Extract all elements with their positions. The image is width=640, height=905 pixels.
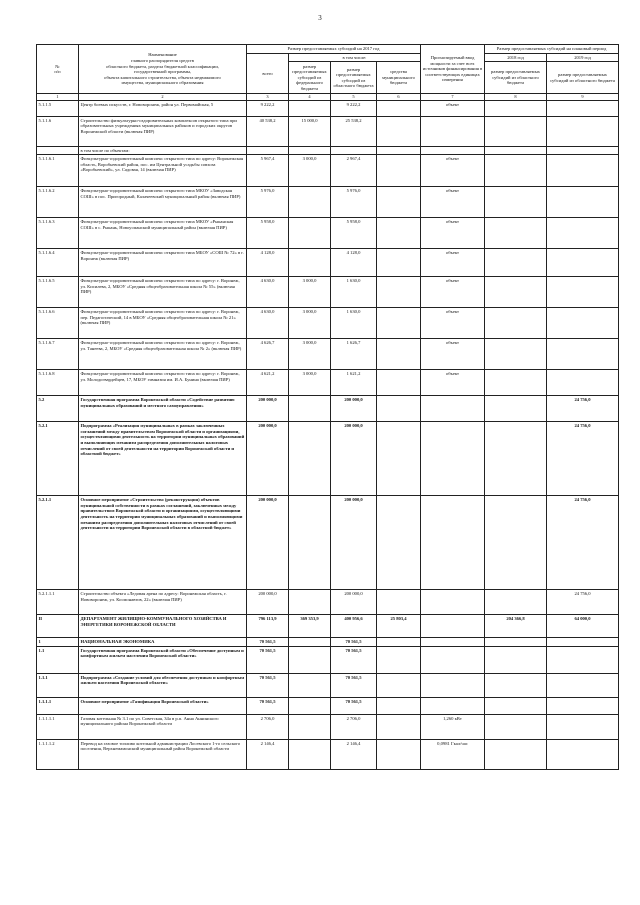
row-regional: 2 146,4 — [331, 739, 377, 769]
row-federal: 3 000,0 — [289, 308, 331, 339]
table-row — [37, 116, 619, 146]
row-capacity: объект — [421, 277, 485, 308]
row-2018 — [485, 249, 547, 277]
row-total: 9 222,2 — [247, 100, 289, 116]
row-municipal — [377, 146, 421, 155]
row-federal — [289, 249, 331, 277]
colnum-8: 8 — [485, 94, 547, 100]
row-2018 — [485, 218, 547, 249]
row-regional: 70 561,5 — [331, 673, 377, 697]
row-number: 5.1.1.6.5 — [37, 277, 79, 308]
row-regional: 1 630,0 — [331, 308, 377, 339]
table-row — [37, 638, 619, 647]
row-municipal — [377, 308, 421, 339]
row-municipal — [377, 590, 421, 615]
row-municipal — [377, 100, 421, 116]
row-regional: 1 621,2 — [331, 370, 377, 396]
row-regional: 70 561,5 — [331, 697, 377, 714]
row-regional: 9 222,2 — [331, 100, 377, 116]
row-federal: 3 000,0 — [289, 370, 331, 396]
row-municipal — [377, 422, 421, 496]
table-row — [37, 187, 619, 218]
row-2018 — [485, 116, 547, 146]
row-2019 — [547, 370, 619, 396]
row-capacity — [421, 496, 485, 590]
row-total: 4 621,2 — [247, 370, 289, 396]
row-2019: 24 756,0 — [547, 422, 619, 496]
colnum-7: 7 — [421, 94, 485, 100]
colnum-6: 6 — [377, 94, 421, 100]
row-total: 2 146,4 — [247, 739, 289, 769]
row-regional: 200 000,0 — [331, 396, 377, 422]
row-2018 — [485, 187, 547, 218]
row-federal — [289, 396, 331, 422]
row-2019: 24 756,0 — [547, 590, 619, 615]
row-municipal — [377, 638, 421, 647]
row-regional: 400 956,6 — [331, 615, 377, 638]
row-number: 1.1.1.1.1 — [37, 714, 79, 739]
row-name: ДЕПАРТАМЕНТ ЖИЛИЩНО-КОММУНАЛЬНОГО ХОЗЯЙСТВА И ЭНЕРГЕТИКИ ВОРОНЕЖСКОЙ ОБЛАСТИ — [79, 615, 247, 638]
row-municipal — [377, 673, 421, 697]
row-number: 5.1.1.6.8 — [37, 370, 79, 396]
header-plan-period: Размер предоставляемых субсидий на плановый период — [485, 45, 619, 54]
row-federal — [289, 646, 331, 673]
row-federal — [289, 638, 331, 647]
row-municipal — [377, 370, 421, 396]
row-capacity — [421, 673, 485, 697]
row-federal: 15 000,0 — [289, 116, 331, 146]
row-name: Физкультурно-оздоровительный комплекс открытого типа по адресу: г. Воронеж, ул. Танеева, 2, МБОУ «Средняя общеобразовательная школа № 2» (включая ПИР) — [79, 339, 247, 370]
row-2019 — [547, 249, 619, 277]
row-capacity — [421, 697, 485, 714]
row-federal — [289, 146, 331, 155]
row-2018 — [485, 638, 547, 647]
row-regional: 2 967,4 — [331, 155, 377, 187]
row-2018 — [485, 496, 547, 590]
row-municipal — [377, 155, 421, 187]
row-total: 796 113,9 — [247, 615, 289, 638]
row-2019 — [547, 308, 619, 339]
table-row — [37, 673, 619, 697]
row-2019 — [547, 697, 619, 714]
row-number: 5.1.1.6.4 — [37, 249, 79, 277]
row-federal — [289, 218, 331, 249]
row-2019: 24 756,0 — [547, 396, 619, 422]
row-total: 4 630,0 — [247, 308, 289, 339]
table-body — [37, 100, 619, 769]
row-municipal — [377, 116, 421, 146]
row-name: Физкультурно-оздоровительный комплекс открытого типа МКОУ «Заводская СОШ» в пос. Пригородный, Калачеевский муниципальный район (включая ПИР) — [79, 187, 247, 218]
row-number: 5.2.1 — [37, 422, 79, 496]
row-capacity — [421, 646, 485, 673]
row-capacity — [421, 615, 485, 638]
row-capacity: 1,260 кВт — [421, 714, 485, 739]
row-capacity: 0,0981 Гкал/час — [421, 739, 485, 769]
row-capacity: объект — [421, 370, 485, 396]
table-row — [37, 590, 619, 615]
row-regional: 1 626,7 — [331, 339, 377, 370]
header-2018-sub: размер предоставляемых субсидий из областного бюджета — [485, 62, 547, 94]
row-name: Физкультурно-оздоровительный комплекс открытого типа по адресу: г. Воронеж, ул. Кисилева, 2, МБОУ «Средняя общеобразовательная школа № 55» (включая ПИР) — [79, 277, 247, 308]
row-2018 — [485, 422, 547, 496]
header-size-2017: Размер предоставляемых субсидий на 2017 год — [247, 45, 421, 54]
row-municipal — [377, 739, 421, 769]
colnum-1: 1 — [37, 94, 79, 100]
row-2019 — [547, 146, 619, 155]
row-name: Физкультурно-оздоровительный комплекс открытого типа по адресу: Воронежская область, Воробьевский район, пос. им Центральной усадьбы совхоза «Воробьевский», ул. Садовая, 14 (включая ПИР) — [79, 155, 247, 187]
row-2018 — [485, 100, 547, 116]
table-row — [37, 370, 619, 396]
row-municipal — [377, 396, 421, 422]
row-regional: 1 630,0 — [331, 277, 377, 308]
table-header — [37, 45, 619, 101]
table-row — [37, 249, 619, 277]
row-federal — [289, 100, 331, 116]
row-number: 5.1.1.6.7 — [37, 339, 79, 370]
row-2019 — [547, 673, 619, 697]
row-name: Газовая котельная № 3.1 по ул. Советская, 34а в р.п. Анна Аннинского муниципального района Воронежской области — [79, 714, 247, 739]
row-municipal — [377, 249, 421, 277]
row-2019 — [547, 714, 619, 739]
colnum-2: 2 — [79, 94, 247, 100]
table-row — [37, 339, 619, 370]
row-federal — [289, 739, 331, 769]
row-federal — [289, 590, 331, 615]
row-regional: 5 958,0 — [331, 218, 377, 249]
row-total: 4 630,0 — [247, 277, 289, 308]
table-row — [37, 100, 619, 116]
table-row — [37, 615, 619, 638]
row-2019 — [547, 638, 619, 647]
row-name: Строительство физкультурно-оздоровительных комплексов открытого типа при образовательных учреждениях муниципальных районов и городских округов Воронежской области (включая ПИР) — [79, 116, 247, 146]
row-2019 — [547, 218, 619, 249]
row-2018 — [485, 590, 547, 615]
row-2019 — [547, 155, 619, 187]
table-row — [37, 697, 619, 714]
row-regional — [331, 146, 377, 155]
row-number: 1.1.1.1.2 — [37, 739, 79, 769]
row-capacity — [421, 116, 485, 146]
row-2019 — [547, 339, 619, 370]
header-incl: в том числе: — [289, 53, 421, 62]
row-2018 — [485, 739, 547, 769]
row-number: 1.1.1.1 — [37, 697, 79, 714]
row-capacity: объект — [421, 187, 485, 218]
row-federal — [289, 697, 331, 714]
table-row — [37, 646, 619, 673]
row-2018 — [485, 277, 547, 308]
row-name: в том числе по объектам: — [79, 146, 247, 155]
row-name: Государственная программа Воронежской области «Обеспечение доступным и комфортным жильем населения Воронежской области» — [79, 646, 247, 673]
row-federal — [289, 673, 331, 697]
row-2019: 64 000,0 — [547, 615, 619, 638]
row-name: Центр боевых искусств, г. Нововоронеж, район ул. Первомайская, 5 — [79, 100, 247, 116]
row-municipal — [377, 187, 421, 218]
row-number: 5.1.1.5 — [37, 100, 79, 116]
row-number: 5.2 — [37, 396, 79, 422]
row-2018 — [485, 308, 547, 339]
row-federal: 3 000,0 — [289, 339, 331, 370]
row-regional: 200 000,0 — [331, 590, 377, 615]
table-row — [37, 146, 619, 155]
row-number: 5.2.1.1 — [37, 496, 79, 590]
table-row — [37, 308, 619, 339]
row-total: 4 626,7 — [247, 339, 289, 370]
row-total: 70 561,5 — [247, 638, 289, 647]
row-2019 — [547, 187, 619, 218]
row-2019 — [547, 100, 619, 116]
row-number: 5.2.1.1.1 — [37, 590, 79, 615]
row-total: 200 000,0 — [247, 422, 289, 496]
row-name: Основное мероприятие «Газификация Воронежской области» — [79, 697, 247, 714]
row-capacity: объект — [421, 218, 485, 249]
row-number: 5.1.1.6.1 — [37, 155, 79, 187]
row-total: 5 958,0 — [247, 218, 289, 249]
header-fed: размер предоставляемых субсидий из федерального бюджета — [289, 62, 331, 94]
row-regional: 70 561,5 — [331, 646, 377, 673]
table-row — [37, 739, 619, 769]
row-regional: 200 000,0 — [331, 422, 377, 496]
colnum-9: 9 — [547, 94, 619, 100]
header-2019-sub: размер предоставляемых субсидий из областного бюджета — [547, 62, 619, 94]
row-municipal — [377, 339, 421, 370]
row-regional: 200 000,0 — [331, 496, 377, 590]
row-total: 40 538,2 — [247, 116, 289, 146]
row-2018 — [485, 646, 547, 673]
row-2018 — [485, 673, 547, 697]
row-federal: 369 353,9 — [289, 615, 331, 638]
header-2018: 2018 год — [485, 53, 547, 62]
row-total: 70 561,5 — [247, 646, 289, 673]
row-capacity — [421, 590, 485, 615]
row-2018 — [485, 339, 547, 370]
table-row — [37, 714, 619, 739]
row-2018 — [485, 146, 547, 155]
row-name: Строительство объекта «Ледовая арена по адресу: Воронежская область, г. Нововоронеж, ул. Космонавтов, 22» (включая ПИР) — [79, 590, 247, 615]
header-capacity: Прогнозируемый ввод мощности за счет всех источников финансирования в соответствующих единицах измерения — [421, 45, 485, 94]
header-total: всего — [247, 53, 289, 94]
row-total: 5 976,0 — [247, 187, 289, 218]
row-2018 — [485, 370, 547, 396]
row-name: Подпрограмма «Реализация муниципальных в рамках заключенных соглашений между правительством Воронежской области и организациями, осуществляющими деятельность на территории муниципальных образований и выполняющих механизм распределения дополнительных налоговых отчислений от своей деятельности на территории Воронежской области и областной бюджет» — [79, 422, 247, 496]
row-capacity — [421, 146, 485, 155]
row-capacity — [421, 422, 485, 496]
row-total: 200 000,0 — [247, 496, 289, 590]
row-capacity — [421, 396, 485, 422]
row-2018 — [485, 155, 547, 187]
row-municipal — [377, 714, 421, 739]
row-capacity: объект — [421, 155, 485, 187]
row-2019 — [547, 116, 619, 146]
row-total: 70 561,5 — [247, 697, 289, 714]
row-regional: 4 128,0 — [331, 249, 377, 277]
row-regional: 70 561,5 — [331, 638, 377, 647]
row-municipal — [377, 646, 421, 673]
row-total — [247, 146, 289, 155]
table-row — [37, 422, 619, 496]
table-row — [37, 496, 619, 590]
table-row — [37, 396, 619, 422]
row-number — [37, 146, 79, 155]
row-number: II — [37, 615, 79, 638]
row-name: Основное мероприятие «Строительство (реконструкция) объектов муниципальной собственности в рамках соглашений, заключенных между правительством Воронежской области и организациями, осуществляющими деятельность на территории муниципальных образований и выполняющими механизм распределения дополнительных налоговых отчислений от своей деятельности на территории Воронежской области в областной бюджет» — [79, 496, 247, 590]
row-2018 — [485, 396, 547, 422]
row-municipal — [377, 277, 421, 308]
row-number: 5.1.1.6.3 — [37, 218, 79, 249]
subsidy-table — [36, 44, 619, 770]
row-name: Физкультурно-оздоровительный комплекс открытого типа МБОУ «СОШ № 72» в г. Воронеж (включая ПИР) — [79, 249, 247, 277]
header-col-num: № п/п — [37, 45, 79, 94]
row-federal: 3 000,0 — [289, 155, 331, 187]
row-capacity — [421, 638, 485, 647]
row-capacity: объект — [421, 100, 485, 116]
table-row — [37, 218, 619, 249]
row-regional: 5 976,0 — [331, 187, 377, 218]
row-federal — [289, 422, 331, 496]
row-2018 — [485, 697, 547, 714]
row-2019: 24 756,0 — [547, 496, 619, 590]
row-number: 5.1.1.6.2 — [37, 187, 79, 218]
row-number: 5.1.1.6 — [37, 116, 79, 146]
row-federal — [289, 187, 331, 218]
row-name: Государственная программа Воронежской области «Содействие развитию муниципальных образований и местного самоуправления» — [79, 396, 247, 422]
row-municipal — [377, 496, 421, 590]
row-total: 200 000,0 — [247, 396, 289, 422]
row-name: Физкультурно-оздоровительный комплекс открытого типа МКОУ «Рыканская СОШ» в с. Рыкань, Новоусманский муниципальный район (включая ПИР) — [79, 218, 247, 249]
header-mun: средства муниципального бюджета — [377, 62, 421, 94]
colnum-3: 3 — [247, 94, 289, 100]
row-total: 2 706,0 — [247, 714, 289, 739]
row-number: 1.1.1 — [37, 673, 79, 697]
row-2019 — [547, 646, 619, 673]
row-name: Физкультурно-оздоровительный комплекс открытого типа по адресу: г. Воронеж, ул. Молодогвардейцев, 17, МБОУ гимназия им. И.А. Бунина (включая ПИР) — [79, 370, 247, 396]
table-row — [37, 155, 619, 187]
row-name: Перевод на газовое топливо котельной администрации Лосевского 1-го сельского поселения, Верхнемамонский муниципальный район Воронежской области — [79, 739, 247, 769]
row-name: Подпрограмма «Создание условий для обеспечения доступным и комфортным жильем населения Воронежской области» — [79, 673, 247, 697]
row-capacity: объект — [421, 308, 485, 339]
row-municipal — [377, 697, 421, 714]
header-2019: 2019 год — [547, 53, 619, 62]
row-federal — [289, 496, 331, 590]
row-capacity: объект — [421, 249, 485, 277]
row-municipal: 25 803,4 — [377, 615, 421, 638]
row-name: Физкультурно-оздоровительный комплекс открытого типа по адресу: г. Воронеж, пер. Педагогический, 14 в МБОУ «Средняя общеобразовательная школа № 21» (включая ПИР) — [79, 308, 247, 339]
header-col-name: Наименование главного распорядителя средств областного бюджета, раздела бюджетной классификации, государственной программы, объекта капитального строительства, объекта недвижимого имущества, муниципального образования — [79, 45, 247, 94]
row-total: 5 967,4 — [247, 155, 289, 187]
table-row — [37, 277, 619, 308]
row-total: 200 000,0 — [247, 590, 289, 615]
row-2019 — [547, 739, 619, 769]
row-municipal — [377, 218, 421, 249]
header-reg: размер предоставляемых субсидий из областного бюджета — [331, 62, 377, 94]
colnum-4: 4 — [289, 94, 331, 100]
page-number: 3 — [318, 14, 322, 22]
row-capacity: объект — [421, 339, 485, 370]
row-total: 70 561,5 — [247, 673, 289, 697]
row-2018 — [485, 714, 547, 739]
row-number: 1.1 — [37, 646, 79, 673]
colnum-5: 5 — [331, 94, 377, 100]
row-regional: 2 706,0 — [331, 714, 377, 739]
row-federal — [289, 714, 331, 739]
row-number: 1 — [37, 638, 79, 647]
row-number: 5.1.1.6.6 — [37, 308, 79, 339]
row-federal: 3 000,0 — [289, 277, 331, 308]
row-name: НАЦИОНАЛЬНАЯ ЭКОНОМИКА — [79, 638, 247, 647]
row-total: 4 128,0 — [247, 249, 289, 277]
row-2018: 204 366,8 — [485, 615, 547, 638]
row-2019 — [547, 277, 619, 308]
row-regional: 25 538,2 — [331, 116, 377, 146]
